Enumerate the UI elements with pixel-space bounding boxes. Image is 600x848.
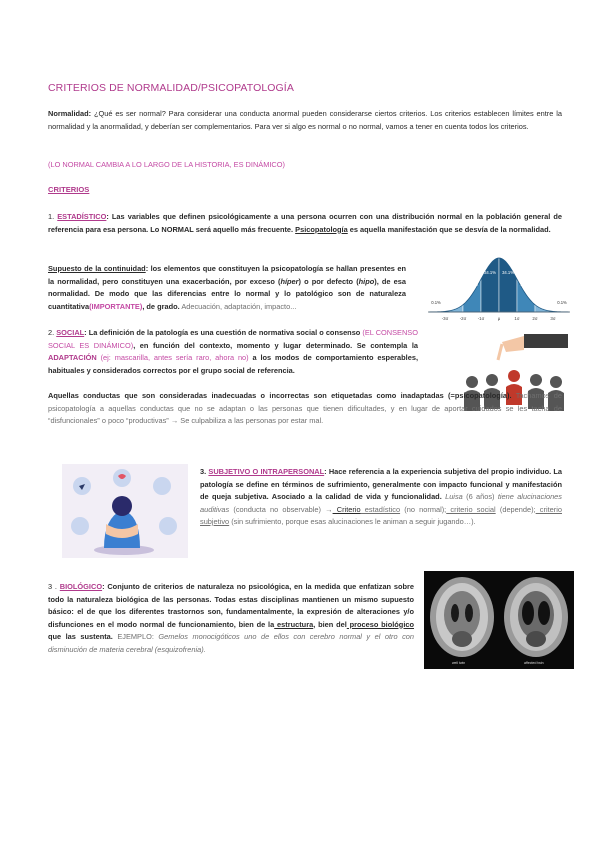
criterion-statistical-ref: Criterio [332,504,361,514]
sad-person-illustration [62,464,188,558]
criterion-text: es aquella manifestación que se desvía de la normalidad. [347,224,551,234]
example-name: Luisa [441,492,463,501]
criterion-subjective-ref: criterio subjetivo [200,504,562,526]
criterion-text: , en función del contexto, momento y lugar determinado. Se contempla la [133,340,418,350]
brain-scans [424,571,574,669]
scan-label-left: well twin [452,661,466,665]
criterion-number: 3. [200,467,207,476]
example-text: (depende); [495,504,536,514]
criterios-heading: CRITERIOS [48,185,90,194]
example-label: EJEMPLO: [112,632,154,641]
criterion-biological [48,581,414,656]
person-head-icon [486,374,498,386]
criterion-statistical-ref: estadístico [360,504,401,514]
bell-percentage-label: 0.1% [557,300,567,305]
criterion-number: 3 . [48,582,57,591]
bell-band [445,248,463,312]
criterion-number: 1. [48,212,55,221]
proceso-term: proceso biológico [346,619,415,629]
criterion-text: : Las variables que definen psicológicamente a una persona ocurren con una distribución normal en la población general de referencia para esa persona. Lo NORMAL será aquello más frecuente. [48,212,562,234]
continuity-text: ), de esa normalidad. De modo que las diferencias entre lo normal y lo patológico son de naturaleza cuantitativa [48,276,406,311]
page-title: CRITERIOS DE NORMALIDAD/PSICOPATOLOGÍA [48,82,294,94]
example-text: Gemelos monocigóticos uno de ellos con cerebro normal y el otro con disminución de materia cerebral (esquizofrenia). [48,632,414,654]
brain-scan-image [424,571,574,669]
bell-axis-label: 2σ [532,316,538,321]
bell-axis-label: -1σ [477,316,485,321]
example-text: (no normal); [400,504,447,514]
criterion-number: 2. [48,328,55,337]
example-age: (6 años) [462,492,495,501]
intro-paragraph [48,108,562,133]
bell-axis-label: -3σ [441,316,449,321]
important-tag: (IMPORTANTE) [89,301,143,311]
bell-percentage-label: 2.1% [539,294,549,299]
criterion-social [48,327,418,377]
history-note: (LO NORMAL CAMBIA A LO LARGO DE LA HISTORIA, ES DINÁMICO) [48,160,285,169]
mask-example: (ej: mascarilla, antes sería raro, ahora no) [96,353,249,362]
bell-percentage-label: 0.1% [431,300,441,305]
example-text: (conducta no observable) → [229,504,333,514]
continuity-text: : los elementos que constituyen la psicopatología se hallan presentes en la normalidad, pero constituyen una exacerbación, por exceso ( [48,264,406,286]
person-head-icon [550,376,562,388]
psicopatologia-term: Psicopatología [295,224,348,234]
sleeve-shape [524,334,568,348]
inadaptation-text: Aquellas conductas que son consideradas inadecuadas o incorrectas son etiquetadas como inadaptadas (=psicopatología). [48,391,512,400]
continuity-paragraph [48,263,406,313]
criterion-text: , bien del [313,619,347,629]
criterion-name: ESTADÍSTICO [57,212,107,221]
bell-percentage-label: 34.1% [502,270,514,275]
intro-label: Normalidad: [48,109,92,118]
criterion-statistical [48,211,562,236]
criterion-text: a los modos de comportamiento esperables, habituales y considerados correctos por el grupo social de referencia. [48,353,419,375]
person-head-icon [466,376,478,388]
continuity-extra: Adecuación, adaptación, impacto... [179,301,297,311]
pointing-hand-icon [502,336,524,352]
consensus-note: (EL CONSENSO SOCIAL ES DINÁMICO) [48,328,418,350]
bell-band [481,248,499,312]
criterion-text: : Conjunto de criterios de naturaleza no psicológica, en la medida que enfatizan sobre todo la naturaleza biológica de las personas. Todas estas disciplinas mantienen un mismo supuesto básico: el de que los diferentes trastornos son, fundamentalmente, la expresión de alteraciones y/o disfunciones en el modo normal de funcionamiento, bien de la [48,582,414,629]
hipo-term: hipo [358,276,375,286]
criterion-subjective [200,466,562,529]
criterion-name: SUBJETIVO O INTRAPERSONAL [208,467,325,476]
criterion-name: BIOLÓGICO [59,582,103,591]
criterion-name: SOCIAL [56,328,85,337]
person-head-icon [530,374,542,386]
bell-percentage-label: 13.6% [520,282,532,287]
finger-shape [498,344,502,360]
continuity-label: Supuesto de la continuidad [48,264,146,273]
bell-percentage-label: 13.6% [466,282,478,287]
example-text: tiene alucinaciones auditivas [200,492,562,514]
inadaptation-text-extra: Tachamos de psicopatología a aquellas conductas que no se adaptan o las personas que tienen dificultades, y en lugar de aportar cuidados se les tacha de “disfuncionales” o poco “productivas” → Se culpabiliza a las personas por estar mal. [48,391,562,425]
person-head-icon [508,370,520,382]
bell-percentage-label: 2.1% [449,294,459,299]
criterion-social-ref: criterio social [446,504,496,514]
estructura-term: estructura [274,619,314,629]
brain-scan-right [504,577,568,657]
bell-axis-label: μ [497,316,501,321]
criterion-text: : La definición de la patología es una cuestión de normativa social o consenso [84,328,361,337]
bell-band [535,248,553,312]
continuity-text: , de grado. [142,301,180,311]
adaptation-term: ADAPTACIÓN [48,353,97,362]
head-hair [112,496,132,516]
criterion-text: : Hace referencia a la experiencia subjetiva del propio individuo. La patología se define en términos de sufrimiento, generalmente con impacto funcional y manifestación de queja subjetiva. Asociado a la calidad de vida y funcionalidad. [200,467,563,501]
hiper-term: híper [280,276,299,286]
bell-axis-label: 3σ [550,316,556,321]
brain-scan-left [430,577,494,657]
bell-band [499,248,517,312]
inadaptation-paragraph [48,390,562,428]
bell-curve-chart [424,248,574,330]
example-text: (sin sufrimiento, porque esas alucinaciones le animan a seguir jugando…). [229,517,476,526]
intro-text: ¿Qué es ser normal? Para considerar una conducta anormal pueden considerarse ciertos criterios. Los criterios establecen límites entre la normalidad y la anormalidad, y deberían ser complementarios. Para ver si algo es normal o no normal, vamos a tener en cuenta todos los criterios. [48,109,562,131]
scan-label-right: affected twin [524,661,544,665]
bell-axis-label: -2σ [459,316,467,321]
continuity-text: ) o por defecto ( [298,276,359,286]
bell-percentage-label: 34.1% [484,270,496,275]
criterion-text: que las sustenta. [48,632,113,641]
bell-axis-label: 1σ [514,316,520,321]
